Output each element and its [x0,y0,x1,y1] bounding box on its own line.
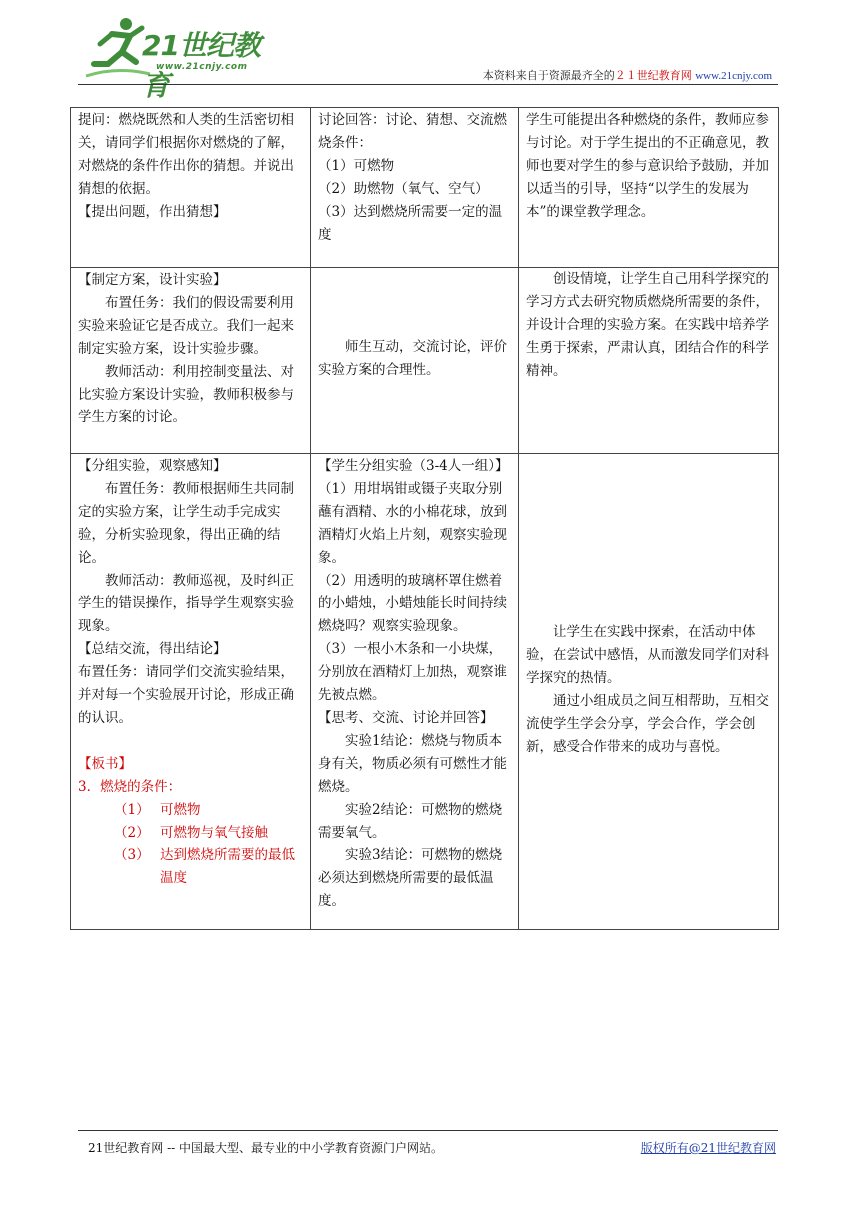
cell-paragraph: 【总结交流，得出结论】 [78,641,227,658]
design-intent-cell [519,108,779,268]
board-item-number: （1） [114,801,150,818]
cell-paragraph: （3）达到燃烧所需要一定的温度 [318,203,503,243]
board-list-item [78,844,304,890]
header-note-site[interactable]: ２１世纪教育网 [614,69,692,82]
cell-paragraph: 【板书】 [78,755,132,772]
design-intent-cell [519,454,779,930]
cell-paragraph: 布置任务：请同学们交流实验结果，并对每一个实验展开讨论，形成正确的认识。 [78,664,294,726]
page-footer [78,1130,778,1155]
table-row [71,268,779,454]
table-row [71,108,779,268]
header-divider [78,84,778,85]
cell-paragraph: 教师活动：利用控制变量法、对比实验方案设计实验，教师积极参与学生方案的讨论。 [78,363,294,426]
cell-paragraph: 【制定方案，设计实验】 [78,272,227,288]
student-activity-cell [311,268,519,454]
cell-paragraph: （1）用坩埚钳或镊子夹取分别蘸有酒精、水的小棉花球，放到酒精灯火焰上片刻，观察实验现象。 [318,480,507,566]
table-row [71,454,779,930]
cell-paragraph: 通过小组成员之间互相帮助，互相交流使学生学会分享，学会合作，学会创新，感受合作带来的成功与喜悦。 [526,693,769,755]
cell-paragraph: 学生可能提出各种燃烧的条件，教师应参与讨论。对于学生提出的不正确意见，教师也要对学生的参与意识给予鼓励，并加以适当的引导，坚持“以学生的发展为本”的课堂教学理念。 [526,112,769,220]
cell-paragraph: 提问：燃烧既然和人类的生活密切相关，请同学们根据你对燃烧的了解，对燃烧的条件作出你的猜想。并说出猜想的依据。 [78,112,294,197]
cell-paragraph: 实验2结论：可燃物的燃烧需要氧气。 [318,801,503,841]
cell-paragraph: 【思考、交流、讨论并回答】 [318,709,494,726]
cell-paragraph: 3．燃烧的条件： [78,778,182,795]
cell-paragraph: （3）一根小木条和一小块煤，分别放在酒精灯上加热，观察谁先被点燃。 [318,641,507,704]
board-list-item [78,822,304,845]
site-logo[interactable] [82,14,272,102]
student-activity-cell [311,454,519,930]
cell-paragraph: 实验1结论：燃烧与物质本身有关，物质必须有可燃性才能燃烧。 [318,732,507,795]
cell-paragraph: 【分组实验，观察感知】 [78,458,227,474]
cell-paragraph: （2）用透明的玻璃杯罩住燃着的小蜡烛，小蜡烛能长时间持续燃烧吗？观察实验现象。 [318,572,507,635]
board-item-text: 可燃物 [160,801,201,818]
footer-text: 21世纪教育网 -- 中国最大型、最专业的中小学教育资源门户网站。 [88,1141,444,1155]
board-item-text: 达到燃烧所需要的最低温度 [160,847,295,887]
cell-paragraph: 创设情境，让学生自己用科学探究的学习方式去研究物质燃烧所需要的条件，并设计合理的实验方案。在实践中培养学生勇于探索，严肃认真，团结合作的科学精神。 [526,271,769,379]
copyright-link[interactable]: 版权所有@21世纪教育网 [640,1141,776,1155]
cell-paragraph: 让学生在实践中探索，在活动中体验，在尝试中感悟，从而激发同学们对科学探究的热情。 [526,624,769,687]
teacher-activity-cell [71,108,311,268]
board-item-number: （2） [114,824,150,841]
cell-paragraph: 师生互动，交流讨论，评价实验方案的合理性。 [318,339,507,378]
cell-paragraph: 实验3结论：可燃物的燃烧必须达到燃烧所需要的最低温度。 [318,847,503,910]
header-note-prefix: 本资料来自于资源最齐全的 [482,69,615,82]
cell-paragraph: 【学生分组实验（3-4人一组）】 [318,458,509,474]
board-item-text: 可燃物与氧气接触 [160,824,268,841]
footer-divider [78,1130,778,1131]
logo-url: www.21cnjy.com [156,62,248,72]
cell-paragraph: 布置任务：我们的假设需要利用实验来验证它是否成立。我们一起来制定实验方案，设计实验步骤。 [78,294,294,357]
cell-paragraph: 【提出问题，作出猜想】 [78,203,227,220]
logo-text: 21世纪教育 [142,29,260,102]
page-header [78,14,778,102]
cell-paragraph: （1）可燃物 [318,157,395,174]
cell-paragraph [78,730,304,753]
student-activity-cell [311,108,519,268]
design-intent-cell [519,268,779,454]
teacher-activity-cell [71,454,311,930]
board-item-number: （3） [114,847,150,864]
cell-paragraph: （2）助燃物（氧气、空气） [318,180,489,197]
cell-paragraph: 教师活动：教师巡视，及时纠正学生的错误操作，指导学生观察实验现象。 [78,572,294,635]
teacher-activity-cell [71,268,311,454]
lesson-table [70,107,779,930]
cell-paragraph: 布置任务：教师根据师生共同制定的实验方案，让学生动手完成实验，分析实验现象，得出正确的结论。 [78,480,294,566]
header-note-url[interactable]: www.21cnjy.com [695,70,772,82]
board-list-item [78,799,304,822]
cell-paragraph: 讨论回答：讨论、猜想、交流燃烧条件： [318,112,507,151]
header-note [483,67,772,83]
